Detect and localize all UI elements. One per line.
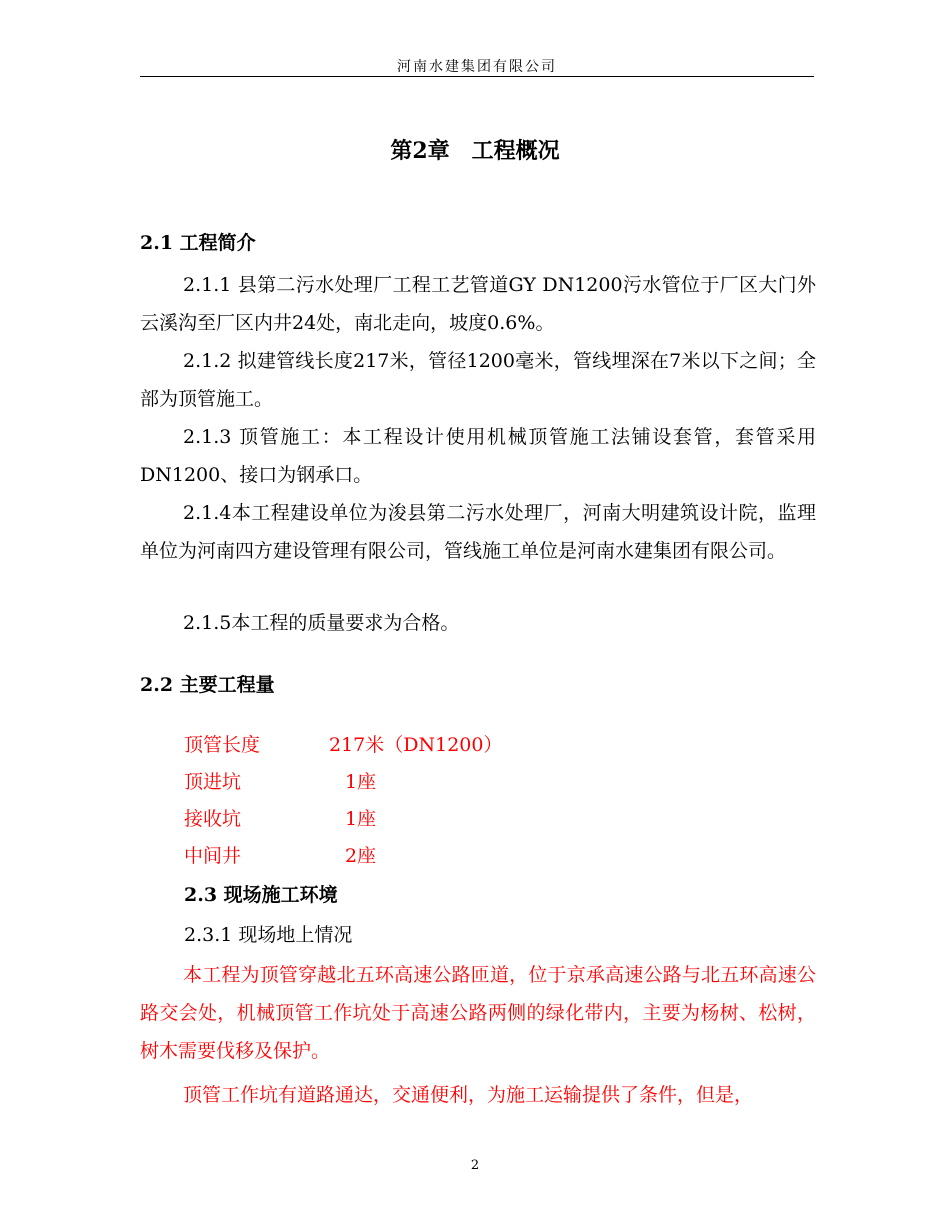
quantity-item-name: 接收坑 xyxy=(184,808,242,830)
quantity-item-value: 2座 xyxy=(345,845,377,867)
paragraph-2-1-4: 2.1.4本工程建设单位为浚县第二污水处理厂，河南大明建筑设计院，监理单位为河南四方建设管理有限公司，管线施工单位是河南水建集团有限公司。 xyxy=(140,502,816,562)
paragraph-2-1-2: 2.1.2 拟建管线长度217米，管径1200毫米，管线埋深在7米以下之间；全部为顶管施工。 xyxy=(140,350,816,410)
section-2-1-title: 2.1 工程简介 xyxy=(140,232,256,254)
quantity-item-value: 1座 xyxy=(345,808,377,830)
section-2-2-title: 2.2 主要工程量 xyxy=(140,674,275,696)
subsection-2-3-1-title: 2.3.1 现场地上情况 xyxy=(184,924,353,946)
quantity-item-name: 顶管长度 xyxy=(184,734,261,756)
quantity-row xyxy=(184,767,377,794)
page-header: 河南水建集团有限公司 xyxy=(397,59,557,75)
header-rule xyxy=(140,76,814,77)
quantity-row xyxy=(184,841,377,868)
paragraph-2-1-5: 2.1.5本工程的质量要求为合格。 xyxy=(183,612,460,634)
quantity-item-name: 顶进坑 xyxy=(184,771,242,793)
quantity-item-value: 1座 xyxy=(345,771,377,793)
paragraph-2-1-1: 2.1.1 县第二污水处理厂工程工艺管道GY DN1200污水管位于厂区大门外云溪沟至厂区内井24处，南北走向，坡度0.6%。 xyxy=(140,274,816,334)
paragraph-site-access: 顶管工作坑有道路通达，交通便利，为施工运输提供了条件，但是， xyxy=(183,1084,754,1106)
quantity-row xyxy=(184,804,377,831)
section-2-3-title: 2.3 现场施工环境 xyxy=(184,884,338,906)
paragraph-2-1-3: 2.1.3 顶管施工：本工程设计使用机械顶管施工法铺设套管，套管采用DN1200、接口为钢承口。 xyxy=(140,426,816,486)
paragraph-site-environment: 本工程为顶管穿越北五环高速公路匝道，位于京承高速公路与北五环高速公路交会处，机械顶管工作坑处于高速公路两侧的绿化带内，主要为杨树、松树，树木需要伐移及保护。 xyxy=(140,964,816,1062)
quantity-item-name: 中间井 xyxy=(184,845,242,867)
quantity-row xyxy=(184,730,503,757)
quantity-item-value: 217米（DN1200） xyxy=(329,734,503,756)
chapter-title: 第2章 工程概况 xyxy=(390,138,560,164)
page-number: 2 xyxy=(470,1158,480,1173)
